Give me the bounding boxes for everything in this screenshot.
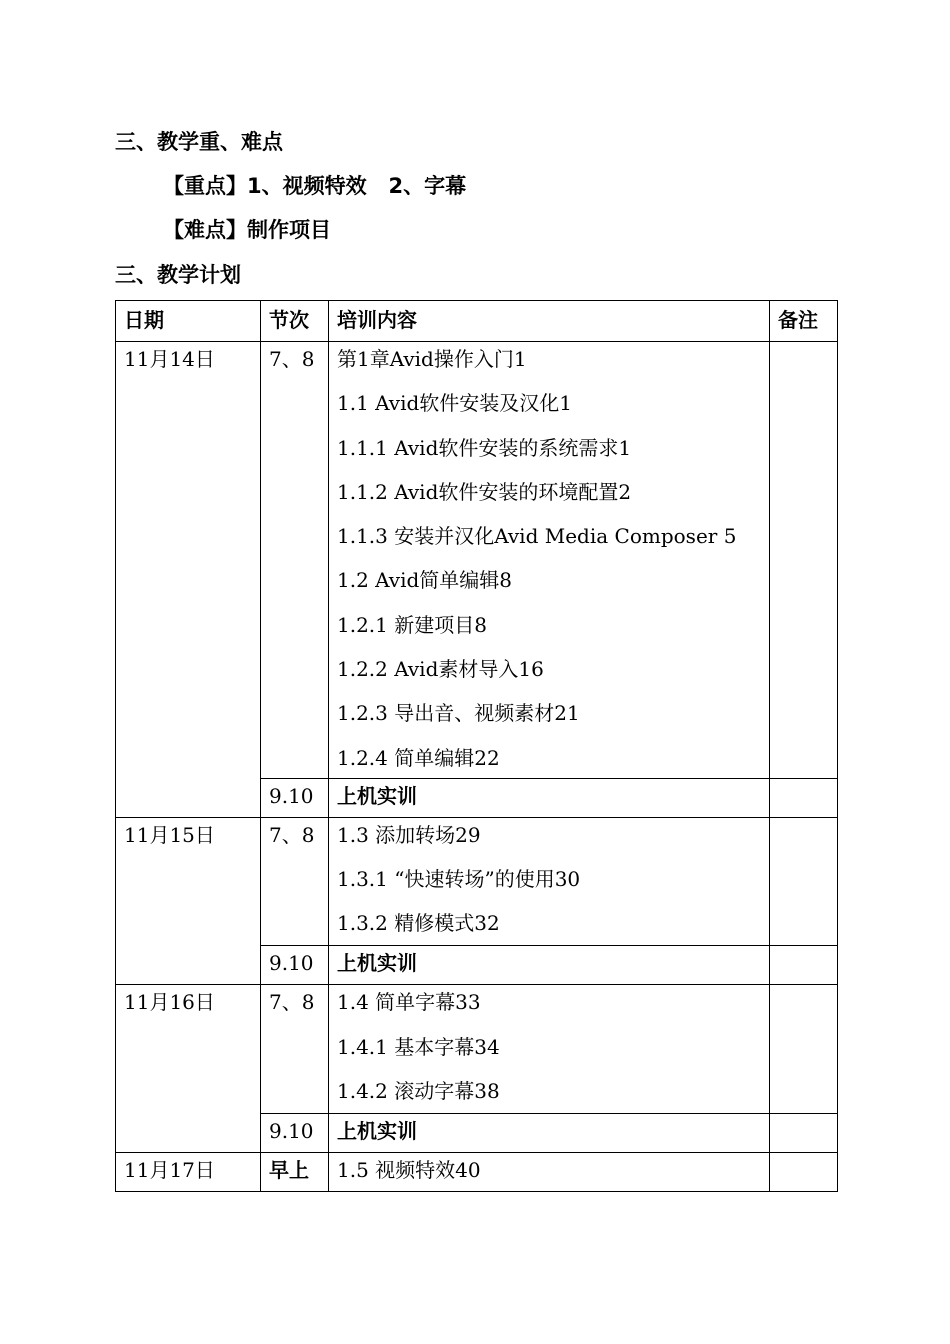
header-content: 培训内容 [329, 301, 770, 342]
session-cell: 7、8 [261, 817, 329, 946]
date-cell: 11月14日 [116, 342, 261, 818]
content-line: 1.4.1 基本字幕34 [337, 1034, 500, 1059]
content-cell [329, 342, 770, 779]
table-row [116, 817, 838, 946]
section-heading-teaching-plan: 三、教学计划 [115, 263, 241, 287]
header-date: 日期 [116, 301, 261, 342]
session-cell: 早上 [261, 1152, 329, 1191]
notes-cell [770, 342, 838, 779]
session-cell: 9.10 [261, 778, 329, 817]
session-cell: 7、8 [261, 985, 329, 1114]
header-session: 节次 [261, 301, 329, 342]
content-cell [329, 817, 770, 946]
notes-cell [770, 1152, 838, 1191]
section-heading-key-points: 三、教学重、难点 [115, 130, 283, 154]
content-cell: 上机实训 [329, 946, 770, 985]
teaching-plan-table [115, 300, 838, 1192]
table-row [116, 1152, 838, 1191]
difficult-points-line: 【难点】制作项目 [163, 218, 331, 242]
date-cell: 11月16日 [116, 985, 261, 1153]
notes-cell [770, 946, 838, 985]
content-line: 1.1.2 Avid软件安装的环境配置2 [337, 479, 632, 504]
date-cell: 11月17日 [116, 1152, 261, 1191]
content-line: 1.1 Avid软件安装及汉化1 [337, 391, 573, 416]
notes-cell [770, 985, 838, 1114]
content-cell [329, 985, 770, 1114]
content-line: 1.2 Avid简单编辑8 [337, 568, 513, 593]
content-line: 1.1.3 安装并汉化Avid Media Composer 5 [337, 524, 737, 549]
table-row [116, 342, 838, 779]
content-line: 1.4.2 滚动字幕38 [337, 1078, 500, 1103]
table-row [116, 985, 838, 1114]
date-cell: 11月15日 [116, 817, 261, 985]
session-cell: 9.10 [261, 1113, 329, 1152]
content-line: 1.2.2 Avid素材导入16 [337, 657, 544, 682]
table-header-row [116, 301, 838, 342]
content-line: 1.2.1 新建项目8 [337, 612, 487, 637]
notes-cell [770, 1113, 838, 1152]
content-line: 1.2.4 简单编辑22 [337, 745, 500, 770]
session-cell: 9.10 [261, 946, 329, 985]
content-cell: 1.5 视频特效40 [329, 1152, 770, 1191]
content-line: 1.3 添加转场29 [337, 822, 481, 847]
content-cell: 上机实训 [329, 1113, 770, 1152]
content-line: 1.4 简单字幕33 [337, 990, 481, 1015]
content-line: 1.1.1 Avid软件安装的系统需求1 [337, 435, 632, 460]
content-line: 1.3.2 精修模式32 [337, 911, 500, 936]
notes-cell [770, 817, 838, 946]
content-cell: 上机实训 [329, 778, 770, 817]
content-line: 1.3.1 “快速转场”的使用30 [337, 866, 581, 891]
key-points-line: 【重点】1、视频特效 2、字幕 [163, 174, 467, 198]
content-line: 1.2.3 导出音、视频素材21 [337, 701, 580, 726]
notes-cell [770, 778, 838, 817]
header-notes: 备注 [770, 301, 838, 342]
content-line: 第1章Avid操作入门1 [337, 347, 527, 371]
session-cell: 7、8 [261, 342, 329, 779]
